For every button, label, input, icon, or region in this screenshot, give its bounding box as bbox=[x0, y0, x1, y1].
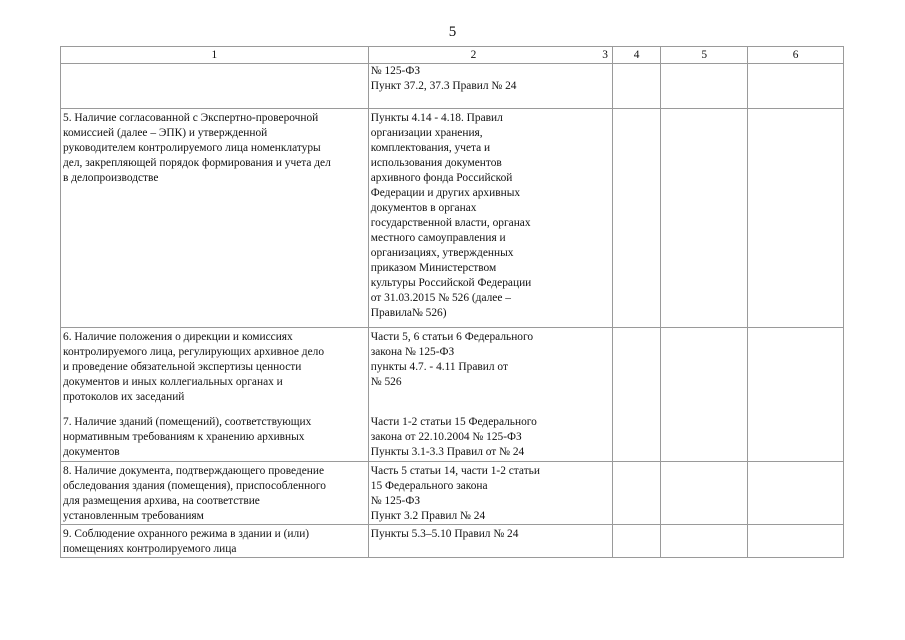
column-header-3: 3 bbox=[578, 47, 612, 64]
reference-text: Части 5, 6 статьи 6 Федерального закона № 125-ФЗ пункты 4.7. - 4.11 Правил от № 526 bbox=[370, 331, 534, 388]
empty-cell bbox=[661, 109, 748, 328]
requirement-text: 6. Наличие положения о дирекции и комиссиях контролируемого лица, регулирующих архивное дело и проведение обязательной экспертизы ценности документов и иных коллегиальных органах и протоколов их заседаний bbox=[63, 331, 325, 403]
empty-cell bbox=[612, 109, 660, 328]
requirement-cell bbox=[61, 328, 369, 462]
empty-cell bbox=[748, 64, 844, 109]
empty-cell bbox=[748, 462, 844, 525]
empty-cell bbox=[661, 462, 748, 525]
empty-cell bbox=[748, 109, 844, 328]
empty-cell bbox=[661, 64, 748, 109]
empty-cell bbox=[612, 64, 660, 109]
table-row bbox=[61, 109, 844, 328]
reference-cell: № 125-ФЗ Пункт 37.2, 37.3 Правил № 24 bbox=[368, 64, 612, 109]
reference-cell: Часть 5 статьи 14, части 1-2 статьи 15 Федерального закона № 125-ФЗ Пункт 3.2 Правил № 24 bbox=[368, 462, 612, 525]
inspection-checklist-table bbox=[60, 46, 844, 558]
empty-cell bbox=[612, 525, 660, 558]
page-number: 5 bbox=[448, 24, 457, 40]
empty-cell bbox=[748, 525, 844, 558]
table-header-row bbox=[61, 47, 844, 64]
requirement-cell: 9. Соблюдение охранного режима в здании и (или) помещениях контролируемого лица bbox=[61, 525, 369, 558]
empty-cell bbox=[661, 525, 748, 558]
requirement-cell bbox=[61, 64, 369, 109]
reference-cell: Пункты 5.3–5.10 Правил № 24 bbox=[368, 525, 612, 558]
empty-cell bbox=[748, 328, 844, 462]
table-row bbox=[61, 525, 844, 558]
column-header-1: 1 bbox=[61, 47, 369, 64]
table-row bbox=[61, 462, 844, 525]
requirement-cell: 8. Наличие документа, подтверждающего проведение обследования здания (помещения), приспособленного для размещения архива, на соответствие установленным требованиям bbox=[61, 462, 369, 525]
column-header-2: 2 bbox=[368, 47, 578, 64]
column-header-4: 4 bbox=[612, 47, 660, 64]
column-header-6: 6 bbox=[748, 47, 844, 64]
reference-text: Части 1-2 статьи 15 Федерального закона от 22.10.2004 № 125-ФЗ Пункты 3.1-3.3 Правил от № 24 bbox=[370, 416, 537, 458]
reference-cell: Пункты 4.14 - 4.18. Правил организации хранения, комплектования, учета и использования документов архивного фонда Российской Федерации и других архивных документов в органах государственной власти, органах местного самоуправления и организациях, утвержденных приказом Министерством культуры Российской Федерации от 31.03.2015 № 526 (далее – Правила№ 526) bbox=[368, 109, 612, 328]
table-row bbox=[61, 328, 844, 462]
table-row bbox=[61, 64, 844, 109]
empty-cell bbox=[612, 328, 660, 462]
requirement-cell: 5. Наличие согласованной с Экспертно-проверочной комиссией (далее – ЭПК) и утвержденной руководителем контролируемого лица номенклатуры дел, закрепляющей порядок формирования и учета дел в делопроизводстве bbox=[61, 109, 369, 328]
empty-cell bbox=[612, 462, 660, 525]
empty-cell bbox=[661, 328, 748, 462]
reference-cell bbox=[368, 328, 612, 462]
column-header-5: 5 bbox=[661, 47, 748, 64]
requirement-text: 7. Наличие зданий (помещений), соответствующих нормативным требованиям к хранению архивных документов bbox=[63, 416, 312, 458]
